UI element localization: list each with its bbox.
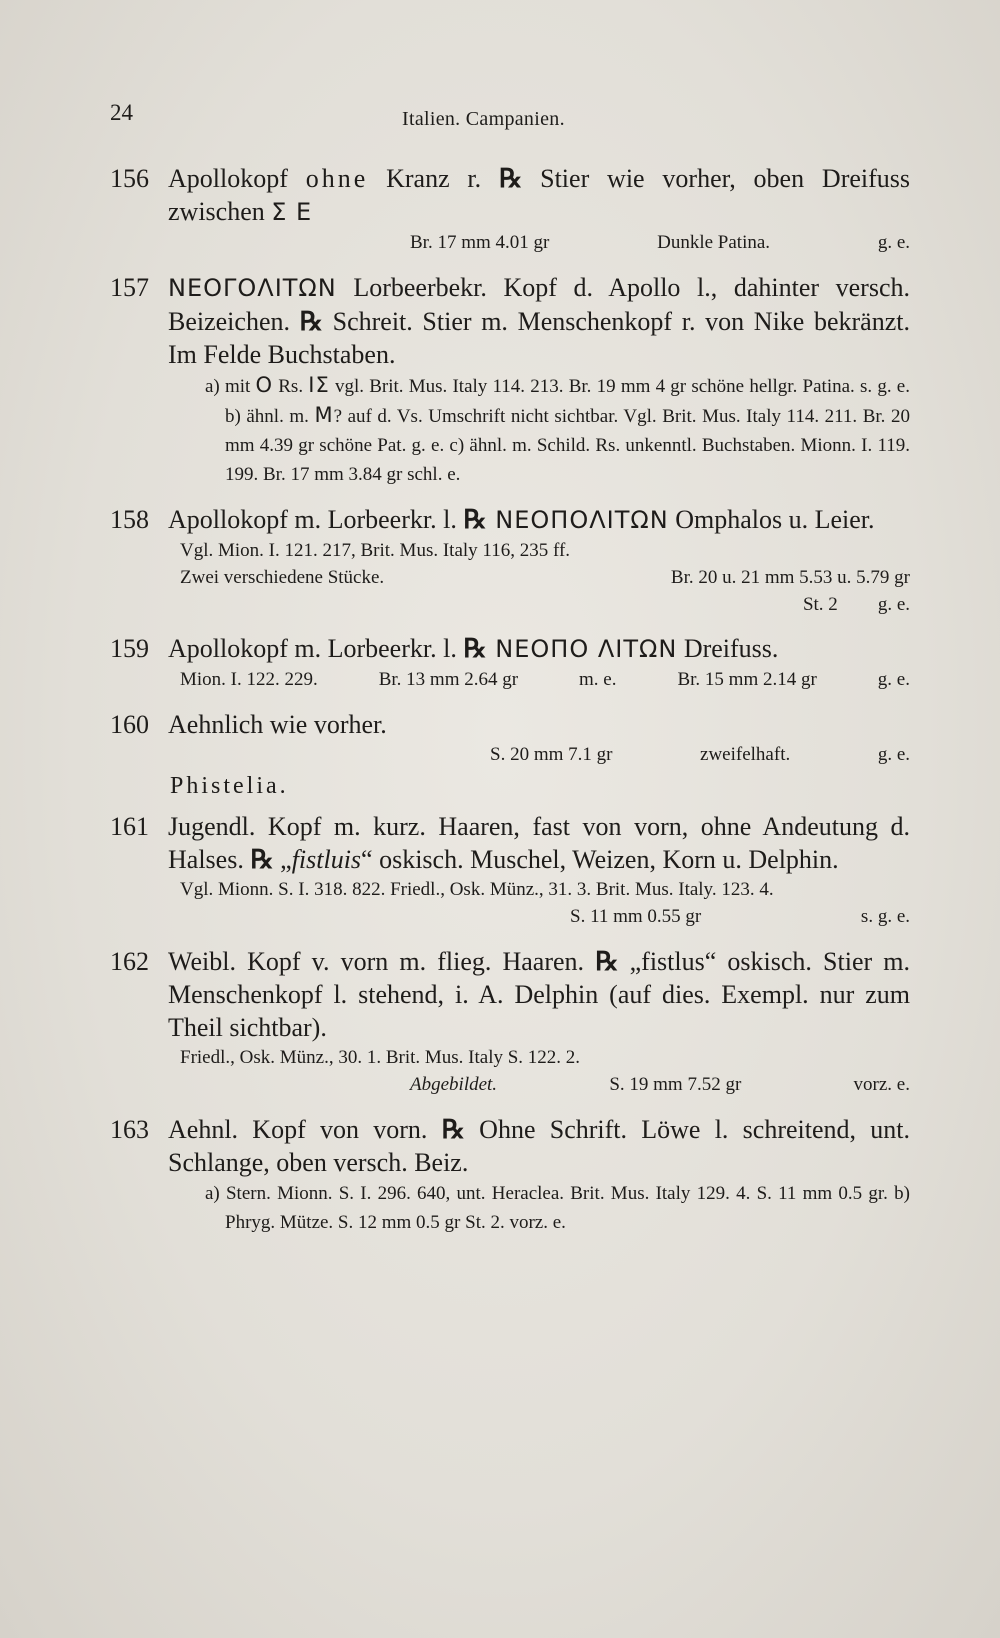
entry-number: 158 xyxy=(110,505,149,534)
note: zweifelhaft. xyxy=(700,744,791,765)
catalogue-body xyxy=(110,162,910,1251)
entry-number: 162 xyxy=(110,947,149,976)
entry-text xyxy=(110,632,910,666)
note: Zwei verschiedene Stücke. xyxy=(180,567,385,588)
entry-number: 159 xyxy=(110,634,149,663)
coin-measurements xyxy=(110,1071,910,1099)
entry-number: 160 xyxy=(110,710,149,739)
variant-list xyxy=(110,371,910,489)
measurement: Br. 20 u. 21 mm 5.53 u. 5.79 gr xyxy=(670,567,910,588)
text: ? auf d. Vs. Umschrift nicht sichtbar. Vgl. Brit. Mus. Italy 114. 211. Br. 20 mm 4.39 gr schöne Pat. g. e. c) ähnl. m. Schild. Rs. unkenntl. Buchstaben. Mionn. I. 119. 199. Br. 17 mm 3.84 gr schl. e. xyxy=(225,406,910,485)
text: a) mit xyxy=(205,376,256,397)
text: Apollokopf m. Lorbeerkr. l. xyxy=(168,634,464,663)
greek-legend: NEOΠO ΛITΩN xyxy=(486,635,678,663)
measurement: S. 19 mm 7.52 gr xyxy=(609,1074,742,1095)
greek-legend: NEOΠOΛITΩN xyxy=(486,506,669,534)
text: Dreifuss. xyxy=(677,634,779,663)
condition: m. e. xyxy=(579,669,617,690)
text: Lorbeerbekr. Kopf d. Apollo l., dahinter versch. Beizeichen. xyxy=(168,273,910,336)
reverse-symbol: ℞ xyxy=(498,164,523,193)
measurement: Br. 17 mm 4.01 gr xyxy=(410,232,550,253)
condition: s. g. e. xyxy=(860,906,910,927)
condition: g. e. xyxy=(877,744,910,765)
entry-158 xyxy=(110,503,910,618)
entry-number: 156 xyxy=(110,164,149,193)
greek-letters: M xyxy=(314,403,334,427)
entry-text xyxy=(110,810,910,876)
entry-text xyxy=(110,271,910,371)
text: Aehnl. Kopf von vorn. xyxy=(168,1115,442,1144)
text: Apollokopf xyxy=(168,164,306,193)
reverse-symbol: ℞ xyxy=(250,845,274,874)
variant-list: a) Stern. Mionn. S. I. 296. 640, unt. Heraclea. Brit. Mus. Italy 129. 4. S. 11 mm 0.5 gr. b) Phryg. Mütze. S. 12 mm 0.5 gr St. 2. vorz. e. xyxy=(205,1183,910,1233)
grade: St. 2 xyxy=(802,594,838,615)
entry-text xyxy=(110,708,910,741)
text: „ xyxy=(273,845,292,874)
reference: Vgl. Mion. I. 121. 217, Brit. Mus. Italy 116, 235 ff. xyxy=(180,540,571,561)
text: Apollokopf m. Lorbeerkr. l. xyxy=(168,505,464,534)
condition: g. e. xyxy=(877,594,910,615)
greek-letters: IΣ xyxy=(308,373,330,397)
coin-measurements xyxy=(110,229,910,257)
illustrated-note: Abgebildet. xyxy=(410,1074,498,1095)
text: vgl. Brit. Mus. Italy 114. 213. Br. 19 mm 4 gr schöne hellgr. Patina. s. g. e. b) ähnl. m. xyxy=(225,376,910,427)
entry-161 xyxy=(110,810,910,931)
page-number: 24 xyxy=(110,100,133,125)
text: Schreit. Stier m. Menschenkopf r. von Nike bekränzt. Im Felde Buchstaben. xyxy=(168,307,910,369)
text: Omphalos u. Leier. xyxy=(668,505,875,534)
spaced-text: ohne xyxy=(305,164,369,193)
greek-letters: Σ E xyxy=(271,198,313,226)
text: “ oskisch. Muschel, Weizen, Korn u. Delphin. xyxy=(361,845,839,874)
coin-measurements xyxy=(110,564,910,592)
entry-text xyxy=(110,1113,910,1179)
entry-text xyxy=(110,503,910,537)
coin-measurements xyxy=(110,666,910,694)
entry-number: 161 xyxy=(110,812,149,841)
entry-text xyxy=(110,945,910,1044)
greek-letters: O xyxy=(255,373,274,397)
italic-legend: fistluis xyxy=(291,845,362,874)
reverse-symbol: ℞ xyxy=(441,1115,465,1144)
reference: Mion. I. 122. 229. xyxy=(180,669,318,690)
condition: g. e. xyxy=(877,669,910,690)
entry-162 xyxy=(110,945,910,1099)
measurement: S. 20 mm 7.1 gr xyxy=(490,744,613,765)
text: Ohne Schrift. Löwe l. schreitend, unt. Schlange, oben versch. Beiz. xyxy=(168,1115,910,1177)
measurement: S. 11 mm 0.55 gr xyxy=(570,906,702,927)
entry-160 xyxy=(110,708,910,769)
entry-157 xyxy=(110,271,910,489)
reverse-symbol: ℞ xyxy=(463,505,487,534)
entry-159 xyxy=(110,632,910,694)
measurement: Br. 13 mm 2.64 gr xyxy=(378,669,519,690)
patina: Dunkle Patina. xyxy=(657,232,771,253)
page-header xyxy=(0,100,1000,130)
entry-156 xyxy=(110,162,910,257)
text: Stier wie vorher, oben Dreifuss zwischen xyxy=(168,164,911,226)
section-heading: Phistelia. xyxy=(170,773,289,799)
reference: Friedl., Osk. Münz., 30. 1. Brit. Mus. Italy S. 122. 2. xyxy=(180,1047,581,1068)
reference: Vgl. Mionn. S. I. 318. 822. Friedl., Osk. Münz., 31. 3. Brit. Mus. Italy. 123. 4. xyxy=(180,879,774,900)
reverse-symbol: ℞ xyxy=(463,634,487,663)
reverse-symbol: ℞ xyxy=(299,307,323,336)
entry-163 xyxy=(110,1113,910,1237)
greek-legend: NEOΓOΛITΩN xyxy=(168,274,337,302)
reverse-symbol: ℞ xyxy=(595,947,619,976)
text: Weibl. Kopf v. vorn m. flieg. Haaren. xyxy=(168,947,596,976)
running-title: Italien. Campanien. xyxy=(402,108,565,130)
coin-measurements xyxy=(110,903,910,931)
entry-number: 163 xyxy=(110,1115,149,1144)
entry-text xyxy=(110,162,910,229)
coin-measurements xyxy=(110,741,910,769)
text: Aehnlich wie vorher. xyxy=(168,710,387,739)
condition: vorz. e. xyxy=(853,1074,910,1095)
text: „fistlus“ oskisch. Stier m. Menschenkopf l. stehend, i. A. Delphin (auf dies. Exempl. nur zum Theil sichtbar). xyxy=(168,947,910,1042)
condition: g. e. xyxy=(877,232,910,253)
coin-grade xyxy=(110,592,910,618)
text: Jugendl. Kopf m. kurz. Haaren, fast von vorn, ohne Andeutung d. Halses. xyxy=(168,812,910,874)
text: Rs. xyxy=(273,376,309,397)
text: Kranz r. xyxy=(368,164,499,193)
entry-number: 157 xyxy=(110,273,149,302)
measurement: Br. 15 mm 2.14 gr xyxy=(677,669,817,690)
